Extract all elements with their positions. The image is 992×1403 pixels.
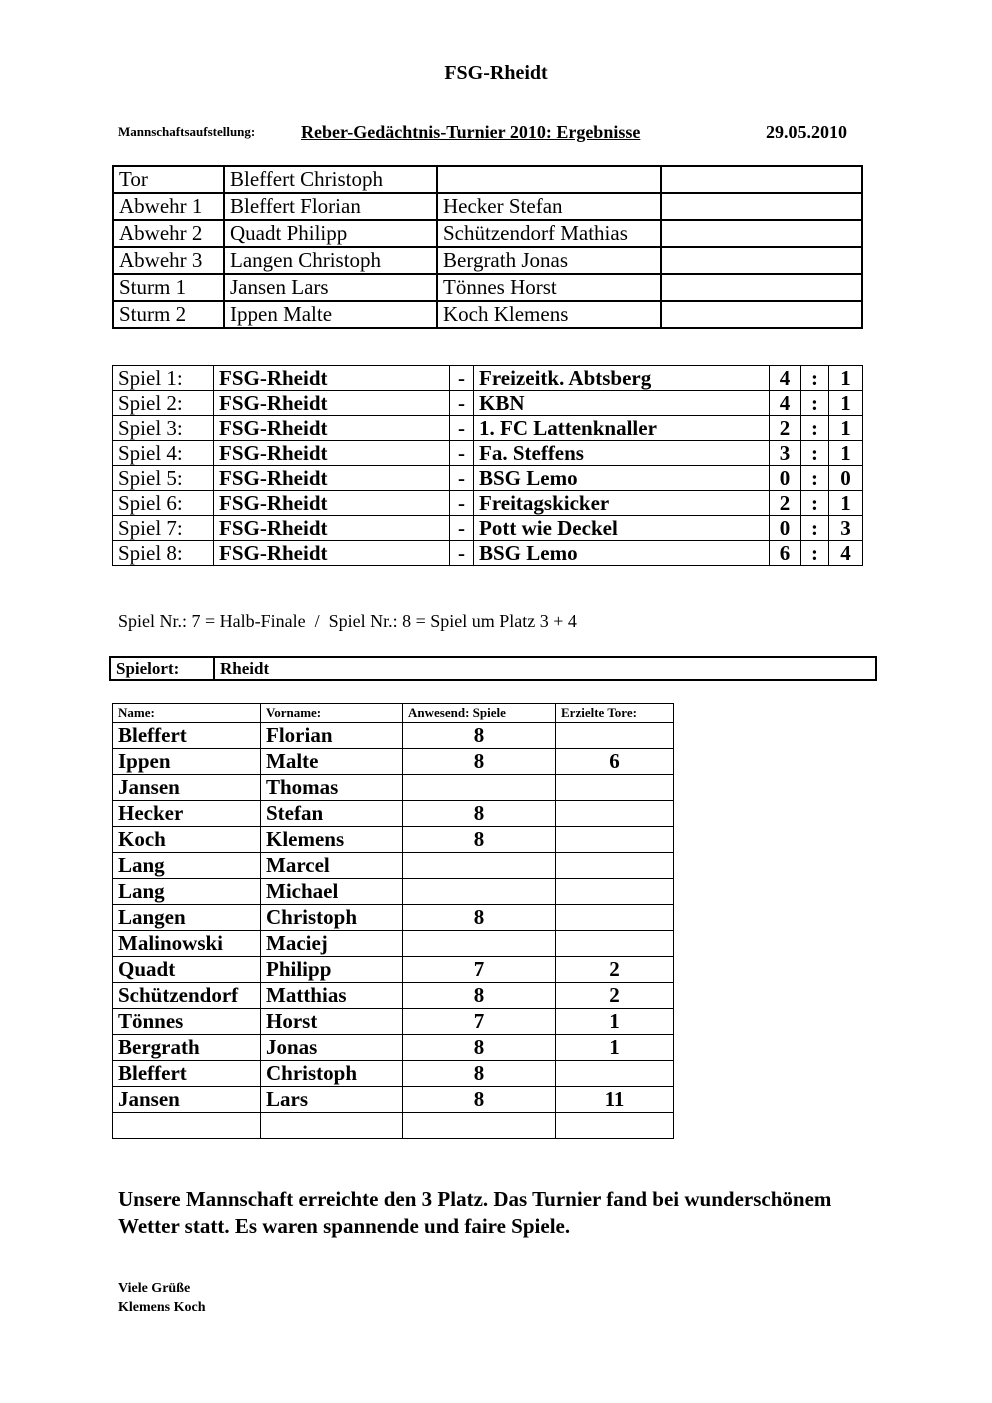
home-score: 3 <box>770 441 801 466</box>
lineup-player <box>661 301 862 328</box>
lineup-table <box>112 165 863 329</box>
lineup-row <box>113 193 862 220</box>
player-games <box>403 931 556 957</box>
player-last-name: Hecker <box>113 801 261 827</box>
player-goals <box>556 879 674 905</box>
player-goals <box>556 723 674 749</box>
lineup-player: Schützendorf Mathias <box>437 220 661 247</box>
score-separator: : <box>801 541 829 566</box>
player-first-name: Florian <box>261 723 403 749</box>
lineup-player: Quadt Philipp <box>224 220 437 247</box>
player-row <box>113 775 674 801</box>
venue-value: Rheidt <box>214 657 876 680</box>
home-score: 4 <box>770 391 801 416</box>
away-team: Fa. Steffens <box>474 441 770 466</box>
player-first-name: Klemens <box>261 827 403 853</box>
player-games <box>403 853 556 879</box>
player-goals: 11 <box>556 1087 674 1113</box>
game-row <box>113 466 863 491</box>
lineup-player <box>661 166 862 193</box>
score-separator: : <box>801 391 829 416</box>
game-row <box>113 366 863 391</box>
players-header-row <box>113 704 674 723</box>
away-score: 1 <box>829 491 863 516</box>
game-label: Spiel 3: <box>113 416 214 441</box>
header-first-name: Vorname: <box>261 704 403 723</box>
home-team: FSG-Rheidt <box>214 541 450 566</box>
lineup-row <box>113 301 862 328</box>
home-team: FSG-Rheidt <box>214 491 450 516</box>
player-first-name: Matthias <box>261 983 403 1009</box>
game-dash: - <box>450 541 474 566</box>
lineup-row <box>113 247 862 274</box>
lineup-player <box>661 220 862 247</box>
away-score: 1 <box>829 391 863 416</box>
greeting <box>118 1279 206 1317</box>
player-games: 7 <box>403 957 556 983</box>
player-last-name: Lang <box>113 853 261 879</box>
player-goals <box>556 827 674 853</box>
home-score: 4 <box>770 366 801 391</box>
event-date: 29.05.2010 <box>766 122 847 142</box>
away-team: BSG Lemo <box>474 466 770 491</box>
player-last-name <box>113 1113 261 1139</box>
game-row <box>113 416 863 441</box>
player-games: 7 <box>403 1009 556 1035</box>
player-last-name: Langen <box>113 905 261 931</box>
player-games: 8 <box>403 1035 556 1061</box>
player-goals <box>556 801 674 827</box>
home-score: 0 <box>770 466 801 491</box>
home-score: 2 <box>770 491 801 516</box>
player-goals <box>556 775 674 801</box>
game-dash: - <box>450 466 474 491</box>
lineup-player: Jansen Lars <box>224 274 437 301</box>
player-last-name: Tönnes <box>113 1009 261 1035</box>
game-row <box>113 516 863 541</box>
player-first-name: Lars <box>261 1087 403 1113</box>
player-row <box>113 879 674 905</box>
player-row <box>113 749 674 775</box>
game-dash: - <box>450 516 474 541</box>
lineup-player <box>661 193 862 220</box>
home-team: FSG-Rheidt <box>214 516 450 541</box>
score-separator: : <box>801 366 829 391</box>
player-games: 8 <box>403 723 556 749</box>
player-games: 8 <box>403 749 556 775</box>
player-last-name: Lang <box>113 879 261 905</box>
game-label: Spiel 7: <box>113 516 214 541</box>
home-score: 0 <box>770 516 801 541</box>
player-first-name: Maciej <box>261 931 403 957</box>
lineup-row <box>113 274 862 301</box>
game-dash: - <box>450 441 474 466</box>
player-last-name: Ippen <box>113 749 261 775</box>
lineup-position: Abwehr 3 <box>113 247 224 274</box>
game-label: Spiel 8: <box>113 541 214 566</box>
lineup-player: Tönnes Horst <box>437 274 661 301</box>
player-first-name: Thomas <box>261 775 403 801</box>
away-team: KBN <box>474 391 770 416</box>
lineup-player: Bleffert Christoph <box>224 166 437 193</box>
player-last-name: Jansen <box>113 1087 261 1113</box>
player-row <box>113 931 674 957</box>
player-goals <box>556 1113 674 1139</box>
game-label: Spiel 2: <box>113 391 214 416</box>
game-dash: - <box>450 366 474 391</box>
player-games: 8 <box>403 827 556 853</box>
player-goals <box>556 853 674 879</box>
player-goals <box>556 905 674 931</box>
home-team: FSG-Rheidt <box>214 366 450 391</box>
lineup-position: Sturm 1 <box>113 274 224 301</box>
player-last-name: Koch <box>113 827 261 853</box>
lineup-row <box>113 220 862 247</box>
player-first-name: Malte <box>261 749 403 775</box>
player-row <box>113 723 674 749</box>
player-first-name: Christoph <box>261 905 403 931</box>
lineup-position: Tor <box>113 166 224 193</box>
venue-row <box>110 657 876 680</box>
player-row <box>113 1009 674 1035</box>
away-score: 1 <box>829 441 863 466</box>
games-table <box>112 365 863 566</box>
game-dash: - <box>450 391 474 416</box>
lineup-player: Hecker Stefan <box>437 193 661 220</box>
player-row <box>113 905 674 931</box>
players-table <box>112 703 674 1139</box>
player-first-name: Jonas <box>261 1035 403 1061</box>
score-separator: : <box>801 491 829 516</box>
lineup-position: Abwehr 2 <box>113 220 224 247</box>
score-separator: : <box>801 416 829 441</box>
player-row <box>113 853 674 879</box>
player-row <box>113 1061 674 1087</box>
game-row <box>113 391 863 416</box>
home-team: FSG-Rheidt <box>214 466 450 491</box>
player-games <box>403 1113 556 1139</box>
player-first-name: Christoph <box>261 1061 403 1087</box>
player-games: 8 <box>403 983 556 1009</box>
lineup-player: Ippen Malte <box>224 301 437 328</box>
player-first-name: Michael <box>261 879 403 905</box>
player-first-name: Marcel <box>261 853 403 879</box>
player-games <box>403 775 556 801</box>
player-last-name: Jansen <box>113 775 261 801</box>
away-team: BSG Lemo <box>474 541 770 566</box>
event-title: Reber-Gedächtnis-Turnier 2010: Ergebnisse <box>301 122 641 142</box>
away-team: 1. FC Lattenknaller <box>474 416 770 441</box>
player-last-name: Bleffert <box>113 723 261 749</box>
player-row <box>113 1035 674 1061</box>
game-note: Spiel Nr.: 7 = Halb-Finale / Spiel Nr.: 8 = Spiel um Platz 3 + 4 <box>118 611 577 631</box>
header-goals: Erzielte Tore: <box>556 704 674 723</box>
player-goals: 6 <box>556 749 674 775</box>
score-separator: : <box>801 466 829 491</box>
player-games: 8 <box>403 905 556 931</box>
player-games: 8 <box>403 1087 556 1113</box>
player-games: 8 <box>403 1061 556 1087</box>
lineup-player <box>661 274 862 301</box>
away-score: 4 <box>829 541 863 566</box>
lineup-player: Koch Klemens <box>437 301 661 328</box>
game-label: Spiel 4: <box>113 441 214 466</box>
player-row <box>113 1087 674 1113</box>
home-score: 6 <box>770 541 801 566</box>
player-row <box>113 983 674 1009</box>
player-first-name: Stefan <box>261 801 403 827</box>
venue-table <box>109 656 877 681</box>
player-last-name: Bleffert <box>113 1061 261 1087</box>
home-team: FSG-Rheidt <box>214 416 450 441</box>
game-dash: - <box>450 491 474 516</box>
home-team: FSG-Rheidt <box>214 441 450 466</box>
game-row <box>113 541 863 566</box>
player-row <box>113 801 674 827</box>
venue-label: Spielort: <box>110 657 214 680</box>
game-row <box>113 491 863 516</box>
score-separator: : <box>801 516 829 541</box>
header-games: Anwesend: Spiele <box>403 704 556 723</box>
player-games: 8 <box>403 801 556 827</box>
player-last-name: Schützendorf <box>113 983 261 1009</box>
score-separator: : <box>801 441 829 466</box>
player-row <box>113 957 674 983</box>
player-row <box>113 827 674 853</box>
player-first-name: Philipp <box>261 957 403 983</box>
player-first-name: Horst <box>261 1009 403 1035</box>
away-score: 1 <box>829 366 863 391</box>
game-label: Spiel 1: <box>113 366 214 391</box>
game-dash: - <box>450 416 474 441</box>
player-goals: 2 <box>556 983 674 1009</box>
greeting-line: Viele Grüße <box>118 1281 191 1296</box>
player-last-name: Quadt <box>113 957 261 983</box>
home-team: FSG-Rheidt <box>214 391 450 416</box>
player-last-name: Bergrath <box>113 1035 261 1061</box>
away-score: 1 <box>829 416 863 441</box>
signature-name: Klemens Koch <box>118 1300 206 1315</box>
lineup-row <box>113 166 862 193</box>
player-row <box>113 1113 674 1139</box>
lineup-player: Langen Christoph <box>224 247 437 274</box>
lineup-player <box>661 247 862 274</box>
page-title: FSG-Rheidt <box>444 62 548 84</box>
player-last-name: Malinowski <box>113 931 261 957</box>
away-team: Freitagskicker <box>474 491 770 516</box>
lineup-position: Sturm 2 <box>113 301 224 328</box>
lineup-player: Bergrath Jonas <box>437 247 661 274</box>
away-team: Freizeitk. Abtsberg <box>474 366 770 391</box>
lineup-label: Mannschaftsaufstellung: <box>118 124 256 139</box>
game-label: Spiel 6: <box>113 491 214 516</box>
game-label: Spiel 5: <box>113 466 214 491</box>
home-score: 2 <box>770 416 801 441</box>
player-first-name <box>261 1113 403 1139</box>
player-goals: 1 <box>556 1035 674 1061</box>
player-goals: 2 <box>556 957 674 983</box>
player-games <box>403 879 556 905</box>
away-score: 3 <box>829 516 863 541</box>
lineup-position: Abwehr 1 <box>113 193 224 220</box>
header-name: Name: <box>113 704 261 723</box>
away-team: Pott wie Deckel <box>474 516 770 541</box>
closing-text: Unsere Mannschaft erreichte den 3 Platz. Das Turnier fand bei wunderschönem Wetter statt. Es waren spannende und faire Spiele. <box>118 1187 832 1238</box>
player-goals: 1 <box>556 1009 674 1035</box>
lineup-player <box>437 166 661 193</box>
away-score: 0 <box>829 466 863 491</box>
lineup-player: Bleffert Florian <box>224 193 437 220</box>
game-row <box>113 441 863 466</box>
player-goals <box>556 1061 674 1087</box>
player-goals <box>556 931 674 957</box>
